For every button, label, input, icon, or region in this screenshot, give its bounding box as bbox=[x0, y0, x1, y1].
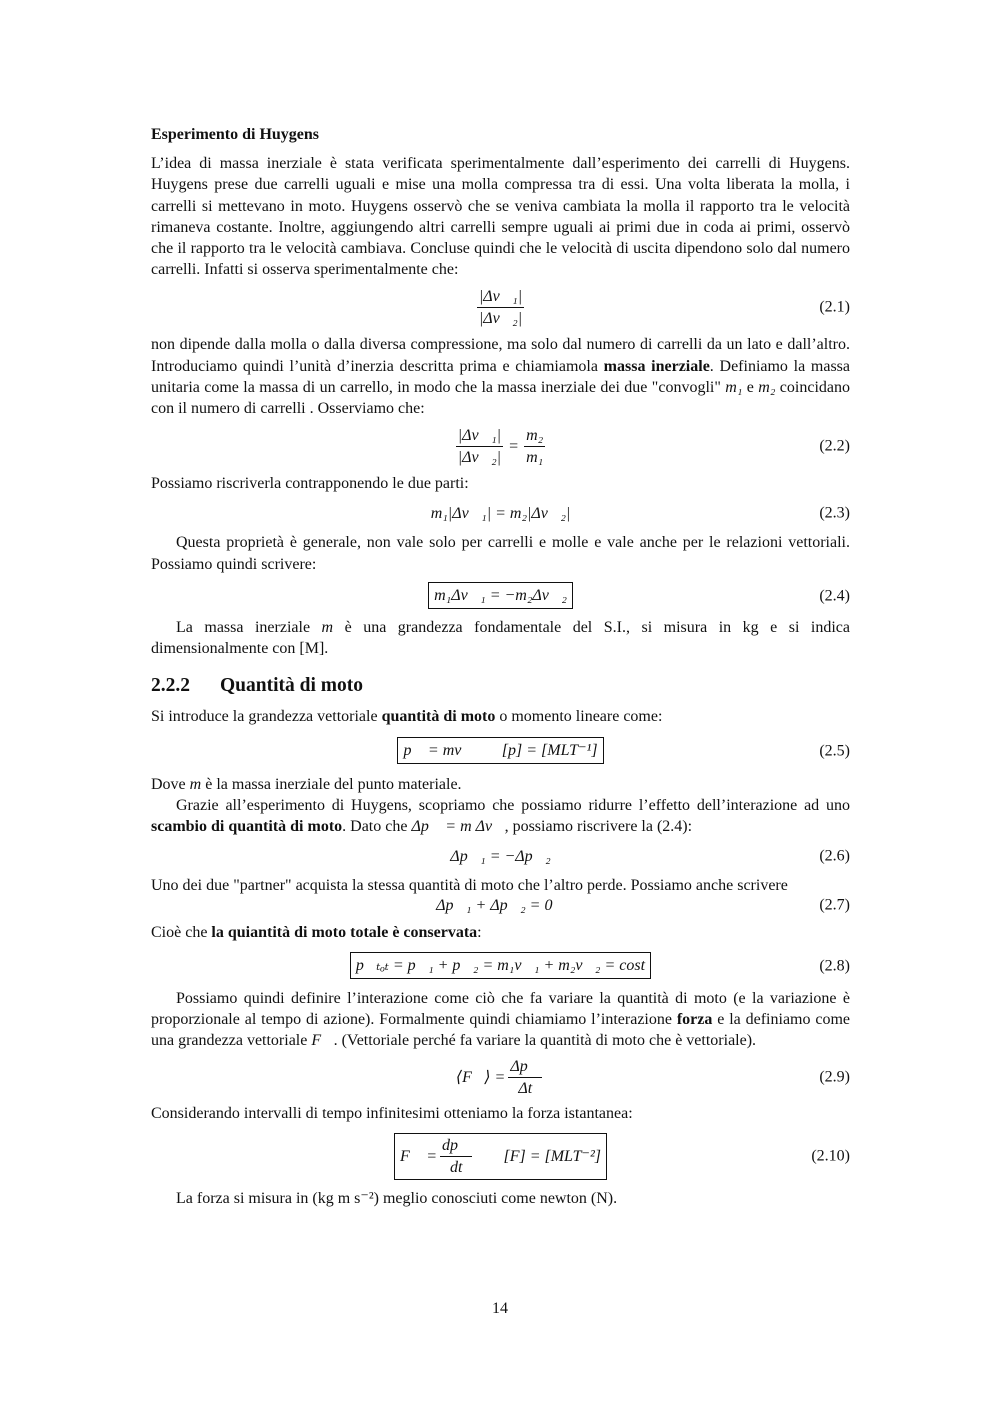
equation-2-6: Δp⃗₁ = −Δp⃗₂ (2.6) bbox=[151, 841, 850, 871]
boxed-equation: p⃗ = mv⃗ [p] = [MLT⁻¹] bbox=[397, 737, 603, 764]
equation-2-2: $\frac{\text{|Δv⃗₁|}}{\text{|Δv⃗₂|}}$ = $\frac{\text{m₂}}{\text{m₁}}$ (2.2) bbox=[457, 426, 850, 466]
paragraph-7: Dove m è la massa inerziale del punto materiale. bbox=[151, 775, 462, 793]
equation-number: (2.10) bbox=[811, 1147, 850, 1165]
paragraph-11: Possiamo quindi definire l’interazione come ciò che fa variare la quantità di moto (e la variazione è proporzionale al tempo di azione). Formalmente quindi chiamiamo l’interazione forza e la definiamo come una grandezza vettoriale F⃗. (Vettoriale perché fa variare la quantità di moto che è vettoriale). bbox=[151, 989, 851, 1050]
paragraph-13: La forza si misura in (kg m s⁻²) meglio conosciuti come newton (N). bbox=[176, 1190, 618, 1208]
equation-number: (2.7) bbox=[819, 896, 850, 914]
paragraph-12: Considerando intervalli di tempo infinitesimi otteniamo la forza istantanea: bbox=[151, 1105, 633, 1123]
equation-number: (2.5) bbox=[819, 742, 850, 760]
equation-number: (2.8) bbox=[819, 957, 850, 975]
equation-number: (2.9) bbox=[819, 1068, 850, 1086]
equation-number: (2.6) bbox=[819, 847, 850, 865]
paragraph-10: Cioè che la quiantità di moto totale è conservata: bbox=[151, 924, 482, 942]
boxed-equation: F⃗ = $\frac{dp⃗}{dt}$ [F] = [MLT⁻²] bbox=[394, 1133, 607, 1180]
page-content bbox=[151, 124, 850, 1210]
paragraph-3: Possiamo riscriverla contrapponendo le due parti: bbox=[151, 475, 469, 493]
boxed-equation: p⃗ₜₒₜ = p⃗₁ + p⃗₂ = m₁v⃗₁ + m₂v⃗₂ = cost bbox=[350, 952, 651, 979]
subsection-heading: 2.2.2 Quantità di moto bbox=[151, 675, 364, 697]
boxed-equation: m₁Δv⃗₁ = −m₂Δv⃗₂ bbox=[428, 582, 573, 609]
paragraph-2: non dipende dalla molla o dalla diversa compressione, ma solo dal numero di carrelli da un lato e dall’altro. Introduciamo quindi l’unità d’inerzia descritta prima e chiamiamola massa inerziale. Definiamo la massa unitaria come la massa di un carrello, in modo che la massa inerziale dei due "convogli" m₁ e m₂ coincidano con il numero di carrelli . Osserviamo che: bbox=[151, 336, 851, 418]
equation-2-7: Δp⃗₁ + Δp⃗₂ = 0⃗ (2.7) bbox=[151, 892, 850, 918]
paragraph-8: Grazie all’esperimento di Huygens, scopriamo che possiamo ridurre l’effetto dell’interazione ad uno scambio di quantità di moto. Dato che Δp⃗ = m Δv⃗, possiamo riscrivere la (2.4): bbox=[151, 796, 850, 836]
equation-number: (2.4) bbox=[819, 587, 850, 605]
equation-2-9: ⟨F⃗⟩ = $\frac{\Delta p⃗}{\Delta t}$ (2.9) bbox=[455, 1057, 850, 1097]
equation-2-4 bbox=[151, 579, 850, 613]
eq1-numerator: |Δv⃗₁| bbox=[477, 287, 524, 308]
equation-2-10 bbox=[151, 1128, 850, 1184]
equation-2-5 bbox=[151, 732, 850, 770]
page-number: 14 bbox=[492, 1300, 508, 1317]
equation-number: (2.3) bbox=[819, 504, 850, 522]
eq1-denominator: |Δv⃗₂| bbox=[478, 309, 523, 327]
equation-number: (2.2) bbox=[819, 437, 850, 455]
paragraph-6: Si introduce la grandezza vettoriale quantità di moto o momento lineare come: bbox=[151, 708, 663, 726]
paragraph-heading: Esperimento di Huygens bbox=[151, 126, 320, 143]
equation-2-3: m₁|Δv⃗₁| = m₂|Δv⃗₂| (2.3) bbox=[151, 498, 850, 528]
paragraph-5: La massa inerziale m è una grandezza fondamentale del S.I., si misura in kg e si indica dimensionalmente con [M]. bbox=[151, 618, 850, 658]
equation-2-1 bbox=[151, 284, 850, 330]
equation-2-8 bbox=[151, 948, 850, 984]
paragraph-1: L’idea di massa inerziale è stata verificata sperimentalmente dall’esperimento dei carrelli di Huygens. Huygens prese due carrelli uguali e mise una molla compressa tra di essi. Una volta liberata la molla, i carrelli si mettevano in moto. Huygens osservò che se veniva cambiata la molla il rapporto tra le velocità rimaneva costante. Inoltre, aggiungendo altri carrelli sempre uguali ai primi due in coda ai primi, osservò che il rapporto tra le velocità cambiava. Concluse quindi che le velocità di uscita dipendono solo dal numero carrelli. Infatti si osserva sperimentalmente che: bbox=[151, 155, 850, 279]
paragraph-4: Questa proprietà è generale, non vale solo per carrelli e molle e vale anche per le relazioni vettoriali. Possiamo quindi scrivere: bbox=[151, 534, 850, 573]
paragraph-9: Uno dei due "partner" acquista la stessa quantità di moto che l’altro perde. Possiamo anche scrivere bbox=[151, 877, 788, 895]
equation-number: (2.1) bbox=[819, 298, 850, 316]
